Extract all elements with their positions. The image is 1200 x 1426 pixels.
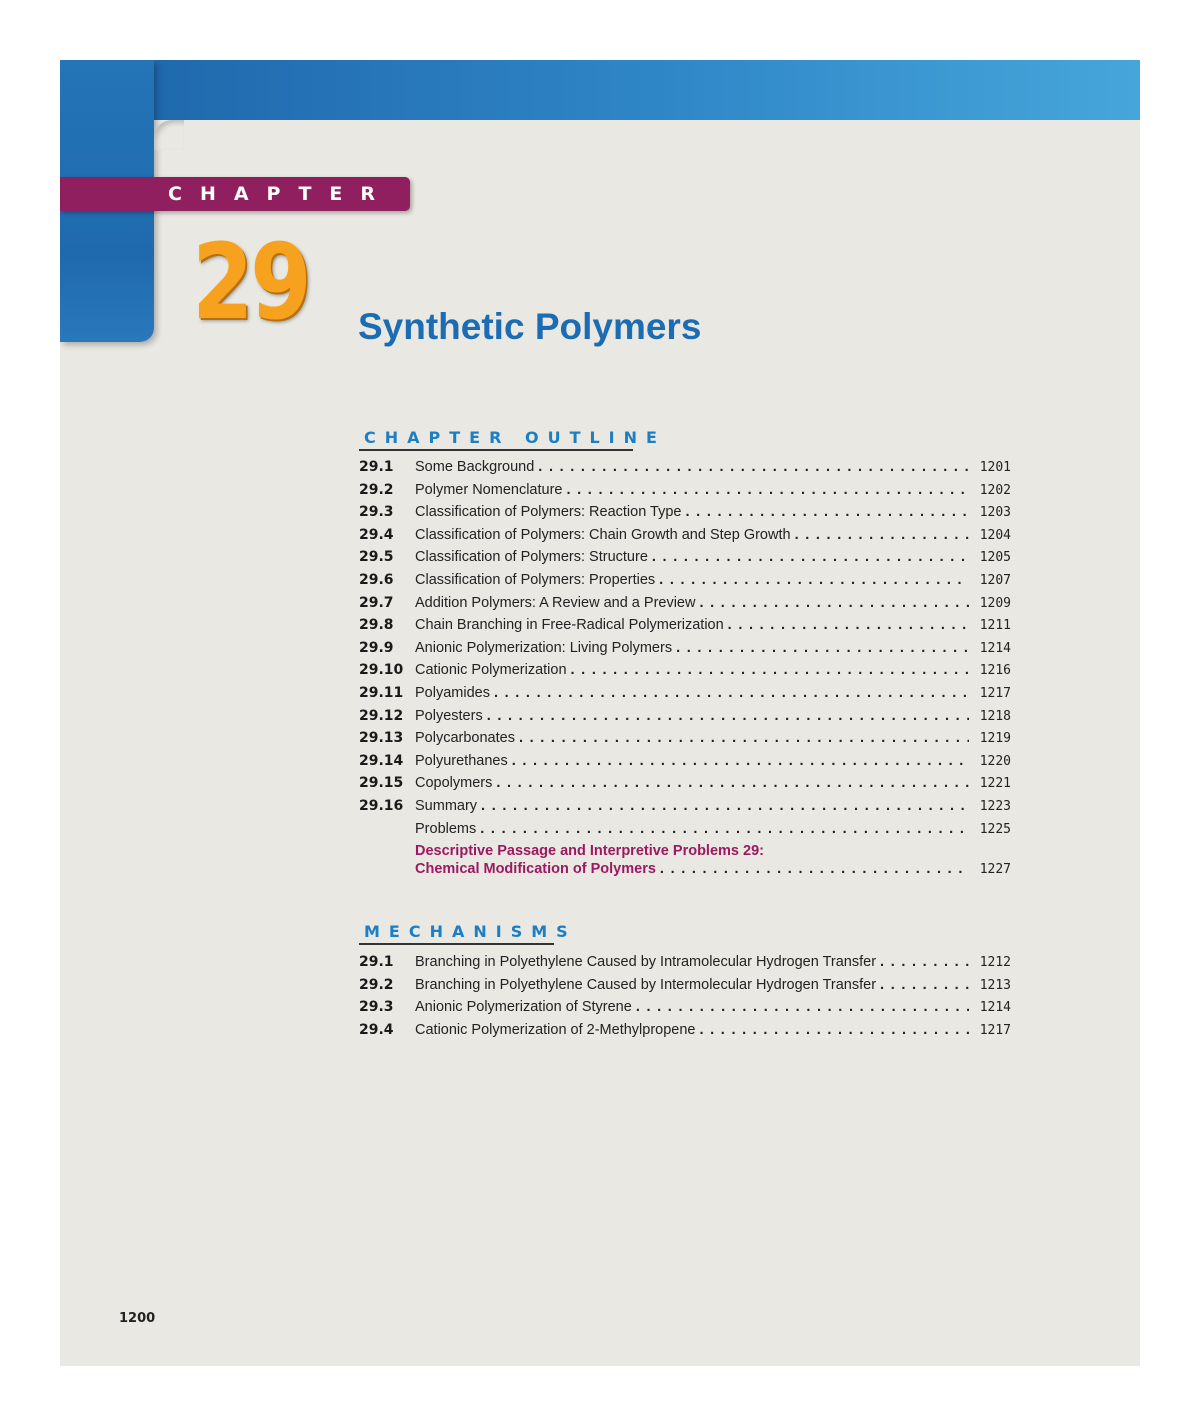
toc-row	[359, 662, 1011, 685]
dot-leader	[571, 662, 969, 678]
page-ref: 1219	[979, 731, 1011, 747]
passage-title-line1: Descriptive Passage and Interpretive Problems 29:	[415, 843, 764, 860]
toc-row	[359, 459, 1011, 482]
dot-leader	[480, 821, 969, 837]
section-title: Polyamides	[415, 684, 490, 701]
section-number: 29.6	[359, 571, 394, 588]
page-ref: 1207	[979, 572, 1011, 588]
dot-leader	[494, 685, 969, 701]
toc-row	[359, 999, 1011, 1022]
section-number: 29.1	[359, 459, 394, 475]
page-ref: 1212	[979, 955, 1011, 970]
dot-leader	[699, 1022, 969, 1038]
section-title: Branching in Polyethylene Caused by Intramolecular Hydrogen Transfer	[415, 954, 877, 970]
toc-row	[359, 617, 1011, 640]
page-ref: 1203	[979, 505, 1011, 521]
outline-heading-rule	[359, 449, 633, 451]
dot-leader	[481, 798, 969, 814]
section-title: Cationic Polymerization	[415, 662, 567, 679]
section-number: 29.9	[359, 639, 394, 656]
page-ref: 1204	[979, 527, 1011, 543]
page-ref: 1217	[979, 1022, 1011, 1038]
passage-title-line2: Chemical Modification of Polymers	[415, 861, 656, 878]
section-number: 29.2	[359, 481, 394, 498]
dot-leader	[538, 459, 969, 475]
passage-row-1	[359, 843, 1011, 861]
dot-leader	[496, 775, 969, 791]
toc-row	[359, 753, 1011, 776]
page-ref: 1209	[979, 595, 1011, 611]
dot-leader	[512, 753, 969, 769]
page-ref: 1218	[979, 708, 1011, 724]
toc-row	[359, 775, 1011, 798]
section-title: Summary	[415, 797, 478, 814]
header-inner-corner	[154, 120, 184, 150]
section-title: Polyesters	[415, 707, 483, 724]
section-number: 29.8	[359, 617, 394, 634]
page-ref: 1214	[979, 640, 1011, 656]
toc-row	[359, 954, 1011, 977]
toc-row	[359, 482, 1011, 505]
toc-row	[359, 798, 1011, 821]
section-number: 29.5	[359, 549, 394, 566]
page-ref: 1221	[979, 776, 1011, 792]
section-title: Polycarbonates	[415, 730, 515, 747]
dot-leader	[795, 527, 969, 543]
page-ref: 1220	[979, 753, 1011, 769]
toc-row	[359, 527, 1011, 550]
dot-leader	[487, 708, 969, 724]
section-title: Cationic Polymerization of 2-Methylpropene	[415, 1021, 696, 1038]
section-title: Classification of Polymers: Reaction Type	[415, 504, 682, 521]
section-number: 29.11	[359, 684, 404, 701]
toc-row	[359, 595, 1011, 618]
chapter-number: 29	[192, 221, 309, 343]
chapter-title: Synthetic Polymers	[358, 306, 702, 347]
dot-leader	[880, 954, 969, 970]
dot-leader	[519, 730, 969, 746]
section-title: Polyurethanes	[415, 752, 508, 769]
section-number: 29.2	[359, 976, 394, 993]
section-title: Classification of Polymers: Structure	[415, 549, 648, 566]
toc-row	[359, 977, 1011, 1000]
page-ref: 1214	[979, 1000, 1011, 1016]
section-number: 29.7	[359, 594, 394, 611]
textbook-page	[60, 60, 1140, 1366]
chapter-label-bar	[60, 177, 410, 211]
toc-row	[359, 730, 1011, 753]
toc-row	[359, 640, 1011, 663]
section-number: 29.3	[359, 504, 394, 521]
section-number: 29.10	[359, 662, 404, 679]
toc-row	[359, 504, 1011, 527]
section-title: Addition Polymers: A Review and a Preview	[415, 594, 696, 611]
page-ref: 1211	[979, 618, 1011, 634]
page-ref: 1217	[979, 685, 1011, 701]
section-title: Some Background	[415, 459, 535, 475]
mechanisms-heading-rule	[359, 943, 554, 945]
dot-leader	[566, 482, 969, 498]
page-number: 1200	[119, 1311, 156, 1326]
dot-leader	[636, 999, 969, 1015]
section-number: 29.1	[359, 954, 394, 970]
dot-leader	[660, 861, 969, 877]
section-title: Branching in Polyethylene Caused by Intermolecular Hydrogen Transfer	[415, 976, 877, 993]
dot-leader	[728, 617, 969, 633]
section-title: Problems	[415, 820, 477, 837]
section-title: Anionic Polymerization of Styrene	[415, 999, 632, 1016]
section-title: Chain Branching in Free-Radical Polymerization	[415, 617, 724, 634]
section-number: 29.4	[359, 526, 394, 543]
mechanisms-heading: MECHANISMS	[364, 922, 577, 941]
dot-leader	[686, 504, 970, 520]
page-ref: 1216	[979, 663, 1011, 679]
page-ref: 1213	[979, 977, 1011, 993]
toc-row	[359, 685, 1011, 708]
toc-row	[359, 708, 1011, 731]
section-number: 29.3	[359, 999, 394, 1016]
toc-row	[359, 1022, 1011, 1045]
header-blue-band	[60, 60, 1140, 120]
section-title: Copolymers	[415, 775, 493, 792]
dot-leader	[659, 572, 969, 588]
section-number: 29.13	[359, 730, 404, 747]
mechanisms-list	[359, 954, 1011, 1044]
dot-leader	[676, 640, 969, 656]
section-number: 29.12	[359, 707, 404, 724]
section-number: 29.15	[359, 775, 404, 792]
page-ref: 1202	[979, 482, 1011, 498]
chapter-label: CHAPTER	[168, 183, 394, 205]
dot-leader	[699, 595, 969, 611]
section-title: Anionic Polymerization: Living Polymers	[415, 639, 673, 656]
dot-leader	[880, 977, 969, 993]
section-title: Polymer Nomenclature	[415, 481, 563, 498]
passage-row-2	[359, 861, 1011, 884]
section-title: Classification of Polymers: Chain Growth and Step Growth	[415, 526, 791, 543]
page-ref: 1223	[979, 798, 1011, 814]
outline-list	[359, 459, 1011, 884]
section-number: 29.14	[359, 752, 404, 769]
section-number: 29.4	[359, 1021, 394, 1038]
page-ref: 1201	[979, 460, 1011, 475]
section-title: Classification of Polymers: Properties	[415, 571, 656, 588]
page-ref: 1205	[979, 550, 1011, 566]
dot-leader	[652, 549, 969, 565]
page-ref: 1227	[979, 862, 1011, 878]
toc-row	[359, 821, 1011, 844]
toc-row	[359, 572, 1011, 595]
page-ref: 1225	[979, 821, 1011, 837]
outline-heading: CHAPTER OUTLINE	[364, 428, 666, 447]
toc-row	[359, 549, 1011, 572]
section-number: 29.16	[359, 797, 404, 814]
